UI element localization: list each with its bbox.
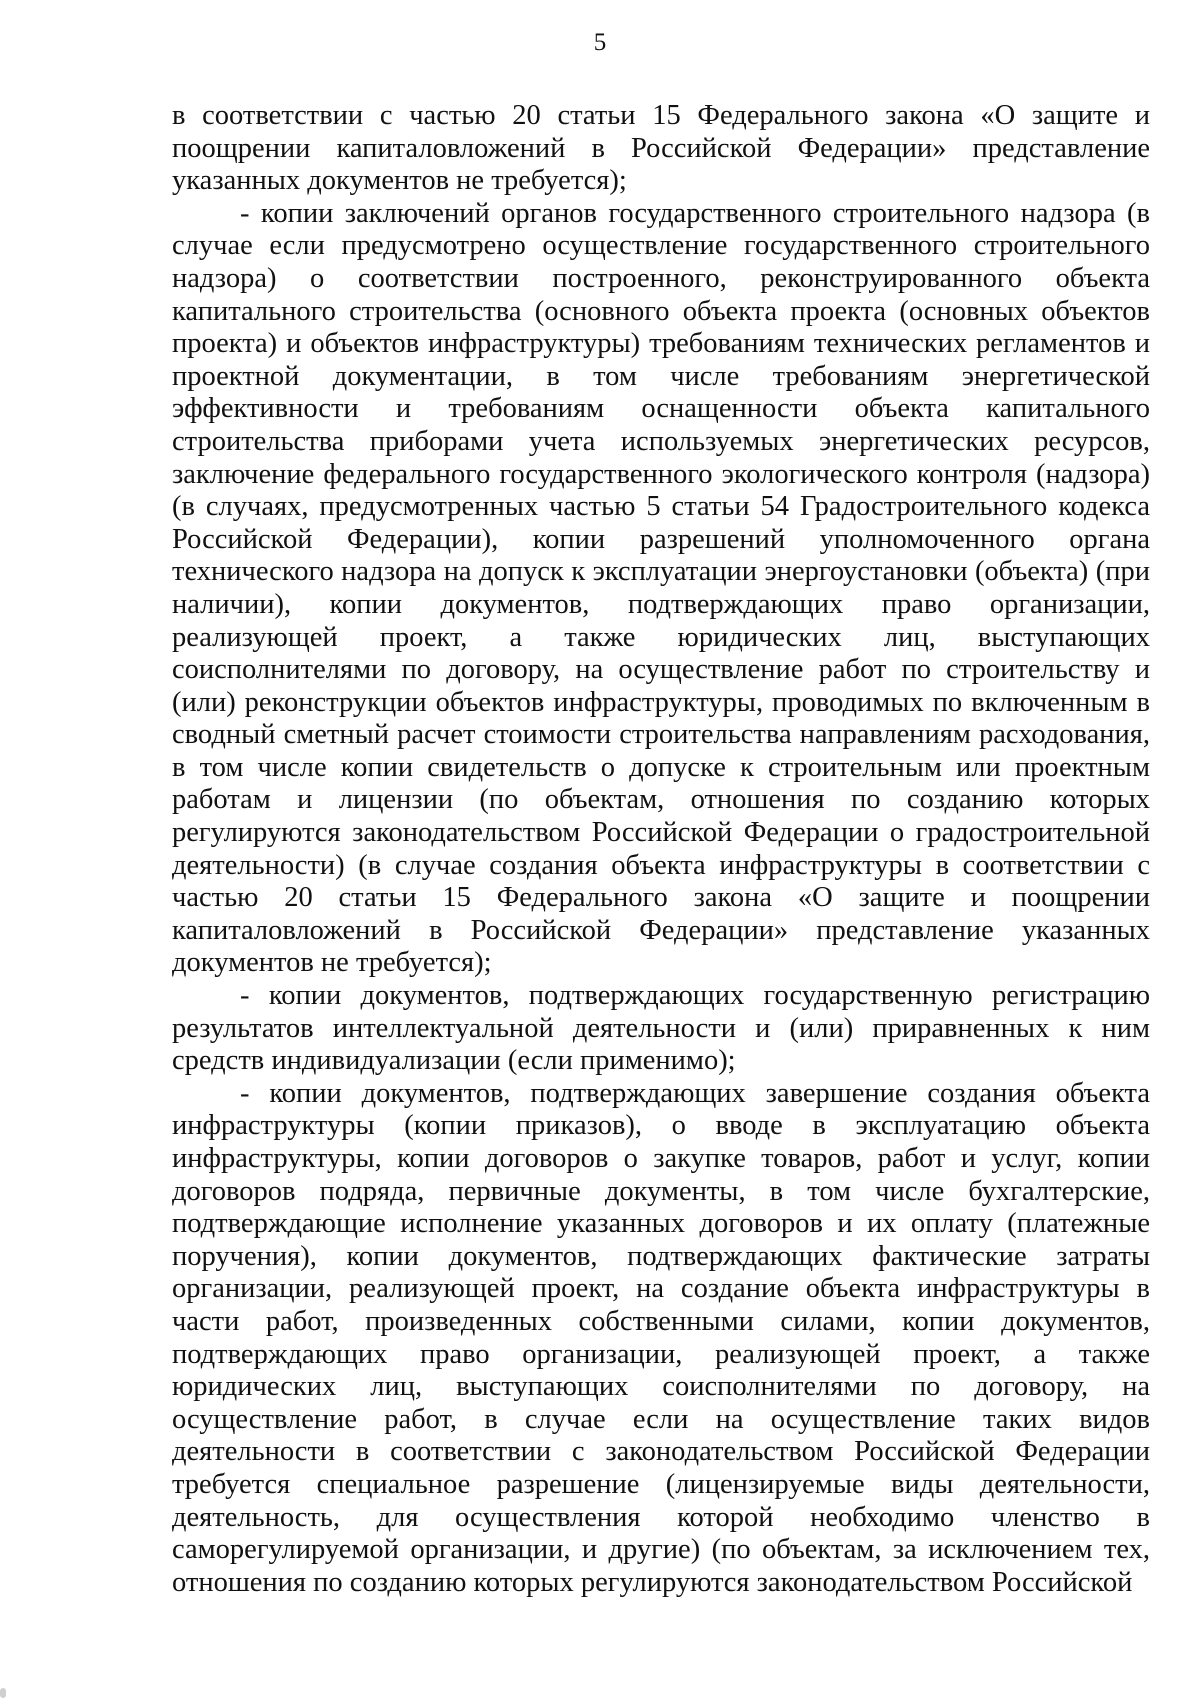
scan-artifact-mark — [0, 1688, 6, 1698]
list-item-infrastructure-completion-copies: - копии документов, подтверждающих завершение создания объекта инфраструктуры (копии приказов), о вводе в эксплуатацию объекта инфраструктуры, копии договоров о закупке товаров, работ и услуг, копии договоров подряда, первичные документы, в том числе бухгалтерские, подтверждающие исполнение указанных договоров и их оплату (платежные поручения), копии документов, подтверждающих фактические затраты организации, реализующей проект, на создание объекта инфраструктуры в части работ, произведенных собственными силами, копии документов, подтверждающих право организации, реализующей проект, а также юридических лиц, выступающих соисполнителями по договору, на осуществление работ, в случае если на осуществление таких видов деятельности в соответствии с законодательством Российской Федерации требуется специальное разрешение (лицензируемые виды деятельности, деятельность, для осуществления которой необходимо членство в саморегулируемой организации, и другие) (по объектам, за исключением тех, отношения по созданию которых регулируются законодательством Российской — [172, 1077, 1150, 1598]
list-item-intellectual-property-copies: - копии документов, подтверждающих государственную регистрацию результатов интеллектуальной деятельности и (или) приравненных к ним средств индивидуализации (если применимо); — [172, 980, 1150, 1077]
document-body — [172, 100, 1150, 1599]
list-item-construction-supervision-copies: - копии заключений органов государственного строительного надзора (в случае если предусмотрено осуществление государственного строительного надзора) о соответствии построенного, реконструированного объекта капитального строительства (основного объекта проекта (основных объектов проекта) и объектов инфраструктуры) требованиям технических регламентов и проектной документации, в том числе требованиям энергетической эффективности и требованиям оснащенности объекта капитального строительства приборами учета используемых энергетических ресурсов, заключение федерального государственного экологического контроля (надзора) (в случаях, предусмотренных частью 5 статьи 54 Градостроительного кодекса Российской Федерации), копии разрешений уполномоченного органа технического надзора на допуск к эксплуатации энергоустановки (объекта) (при наличии), копии документов, подтверждающих право организации, реализующей проект, а также юридических лиц, выступающих соисполнителями по договору, на осуществление работ по строительству и (или) реконструкции объектов инфраструктуры, проводимых по включенным в сводный сметный расчет стоимости строительства направлениям расходования, в том числе копии свидетельств о допуске к строительным или проектным работам и лицензии (по объектам, отношения по созданию которых регулируются законодательством Российской Федерации о градостроительной деятельности) (в случае создания объекта инфраструктуры в соответствии с частью 20 статьи 15 Федерального закона «О защите и поощрении капиталовложений в Российской Федерации» представление указанных документов не требуется); — [172, 197, 1150, 979]
page-number: 5 — [593, 29, 607, 56]
paragraph-continuation: в соответствии с частью 20 статьи 15 Федерального закона «О защите и поощрении капиталовложений в Российской Федерации» представление указанных документов не требуется); — [172, 100, 1150, 197]
